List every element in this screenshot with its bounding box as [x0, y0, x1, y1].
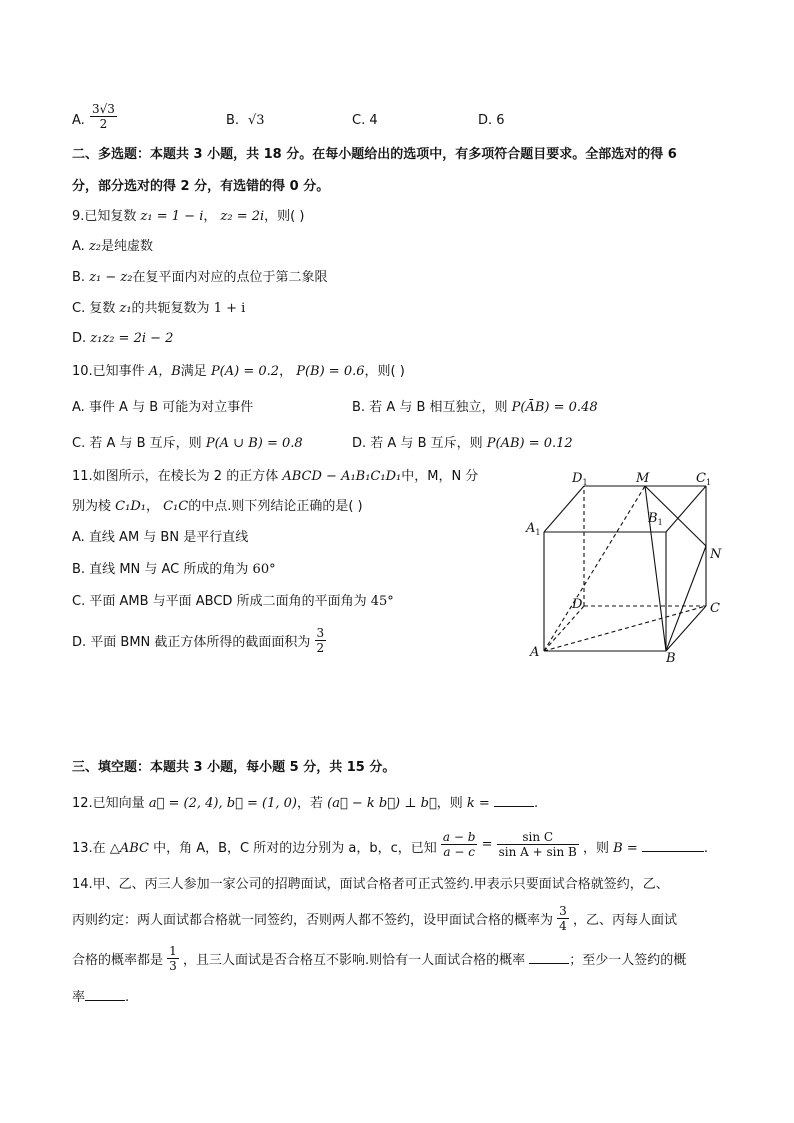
edge-c1-b1: [666, 486, 706, 532]
q14-prob-yi-bing: $\frac{1}{3}$: [169, 944, 177, 973]
q9-option-d: D. z₁z₂ = 2i − 2: [72, 331, 174, 346]
q14-line1: 14.甲、乙、丙三人参加一家公司的招聘面试，面试合格者可正式签约.甲表示只要面试合格就签约，乙、: [72, 877, 669, 892]
q10-stem: 10.已知事件 A，B满足 P(A) = 0.2， P(B) = 0.6，则( ): [72, 364, 405, 379]
cube-figure: [520, 466, 730, 666]
q11-option-d-fraction: $\frac{3}{2}$: [316, 626, 325, 655]
q11-option-d: D. 平面 BMN 截正方体所得的截面面积为 $\frac{3}{2}$: [72, 626, 325, 655]
label-c: C: [710, 601, 720, 616]
q14-prob-jia: $\frac{3}{4}$: [559, 904, 567, 933]
q13-stem: 13.在 △ABC 中，角 A，B，C 所对的边分别为 a，b，c，已知 $\frac{a - b}{a - c}$ = $\frac{\text{sin C}}{\text{sin A + sin B}}$ ，则 B = .: [72, 830, 709, 859]
label-d: D: [572, 597, 583, 612]
label-d1: $D_1$: [572, 471, 588, 487]
q14-line4: 率 .: [72, 990, 130, 1005]
q9-option-b: B. z₁ − z₂在复平面内对应的点位于第二象限: [72, 270, 328, 285]
q9-option-c: C. 复数 z₁的共轭复数为 1 + i: [72, 301, 246, 316]
q8-option-a-fraction: $\frac{3√3}{2}$: [92, 102, 115, 131]
label-c1: $C_1$: [696, 471, 712, 487]
exam-page: A. $\frac{3√3}{2}$ B. √3 C. 4 D. 6 二、多选题：本题共 3 小题，共 18 分。在每小题给出的选项中，有多项符合题目要求。全部选对的得 6 分，部分选对的得 2 分，有选错的得 0 分。 9.已知复数 z₁ = 1 − i， z₂ = 2i，则( ) A. z₂是纯虚数 B. z₁ − z₂在复平面内对应的点位于第二象限 C. 复数 z₁的共轭复数为 1 + i D. z₁z₂ = 2i − 2 10.已知事件 A，B满足 P(A) = 0.2， P(B) = 0.6，则( ) A. 事件 A 与 B 可能为对立事件 B. 若 A 与 B 相互独立，则 P(ĀB) = 0.48 C. 若 A 与 B 互斥，则 P(A ∪ B) = 0.8 D. 若 A 与 B 互斥，则 P(AB) = 0.12 11.如图所示，在棱长为 2 的正方体 ABCD − A₁B₁C₁D₁中，M，N 分 别为棱 C₁D₁， C₁C的中点.则下列结论正确的是( ) A. 直线 AM 与 BN 是平行直线 B. 直线 MN 与 AC 所成的角为 60° C. 平面 AMB 与平面 ABCD 所成二面角的平面角为 45° D. 平面 BMN 截正方体所得的截面面积为 $\frac{3}{2}$ $D_1$ M $C_1$ $A_1$ $B_1$ N D C A B 三、填空题：本题共 3 小题，每小题 5 分，共 15 分。 12.已知向量 a⃗ = (2, 4), b⃗ = (1, 0)，若 (a⃗ − k b⃗) ⊥ b⃗，则 k = . 13.在 △ABC 中，角 A，B，C 所对的边分别为 a，b，c，已知 $\frac{a - b}{a - c}$ = $\frac{\text{sin C}}{\text{sin A + sin B}}$ ，则 B = . 14.甲、乙、丙三人参加一家公司的招聘面试，面试合格者可正式签约.甲表示只要面试合格就签约，乙、 丙则约定：两人面试都合格就一同签约，否则两人都不签约，设甲面试合格的概率为 $\frac{3}{4}$ ，乙、丙每人面试 合格的概率都是 $\frac{1}{3}$ ，且三人面试是否合格互不影响.则恰有一人面试合格的概率 ；至少一人签约的概 率 .: [0, 0, 794, 1123]
section-3-title: 三、填空题：本题共 3 小题，每小题 5 分，共 15 分。: [72, 760, 396, 775]
section-2-title: 二、多选题：本题共 3 小题，共 18 分。在每小题给出的选项中，有多项符合题目要求。全部选对的得 6: [72, 147, 677, 162]
q14-line2: 丙则约定：两人面试都合格就一同签约，否则两人都不签约，设甲面试合格的概率为 $\frac{3}{4}$ ，乙、丙每人面试: [72, 904, 677, 933]
edge-a1-d1: [544, 486, 584, 532]
section-2-title-cont: 分，部分选对的得 2 分，有选错的得 0 分。: [72, 179, 330, 194]
q10-option-d: D. 若 A 与 B 互斥，则 P(AB) = 0.12: [352, 436, 573, 451]
q12-answer-blank[interactable]: [494, 794, 534, 807]
q10-option-a: A. 事件 A 与 B 可能为对立事件: [72, 400, 254, 415]
label-a: A: [530, 645, 540, 660]
q9-option-a: A. z₂是纯虚数: [72, 239, 154, 254]
q11-stem-line2: 别为棱 C₁D₁， C₁C的中点.则下列结论正确的是( ): [72, 499, 363, 514]
edge-n-b: [666, 546, 706, 651]
edge-a-d: [544, 606, 584, 651]
q13-answer-blank[interactable]: [642, 839, 704, 852]
q14-answer-blank-2[interactable]: [85, 988, 125, 1001]
label-b: B: [666, 651, 676, 666]
edge-a-c: [544, 606, 706, 651]
label-m: M: [636, 471, 650, 486]
q12-stem: 12.已知向量 a⃗ = (2, 4), b⃗ = (1, 0)，若 (a⃗ − k b⃗) ⊥ b⃗，则 k = .: [72, 796, 539, 811]
q11-option-a: A. 直线 AM 与 BN 是平行直线: [72, 530, 249, 545]
label-n: N: [710, 547, 722, 562]
q14-line3: 合格的概率都是 $\frac{1}{3}$ ，且三人面试是否合格互不影响.则恰有一人面试合格的概率 ；至少一人签约的概: [72, 944, 687, 973]
q13-fraction-left: $\frac{a - b}{a - c}$: [442, 830, 476, 859]
q11-option-b: B. 直线 MN 与 AC 所成的角为 60°: [72, 562, 276, 577]
label-b1: $B_1$: [648, 511, 663, 527]
q11-stem-line1: 11.如图所示，在棱长为 2 的正方体 ABCD − A₁B₁C₁D₁中，M，N 分: [72, 469, 479, 484]
q10-option-b: B. 若 A 与 B 相互独立，则 P(ĀB) = 0.48: [352, 400, 598, 415]
q13-fraction-right: $\frac{\text{sin C}}{\text{sin A + sin B}}$: [498, 830, 577, 859]
q10-option-c: C. 若 A 与 B 互斥，则 P(A ∪ B) = 0.8: [72, 436, 303, 451]
q14-answer-blank-1[interactable]: [529, 951, 569, 964]
edge-a-m: [544, 486, 645, 651]
edge-b-c: [666, 606, 706, 651]
label-a1: $A_1$: [526, 521, 541, 537]
q9-stem: 9.已知复数 z₁ = 1 − i， z₂ = 2i，则( ): [72, 209, 305, 224]
q11-option-c: C. 平面 AMB 与平面 ABCD 所成二面角的平面角为 45°: [72, 594, 394, 609]
